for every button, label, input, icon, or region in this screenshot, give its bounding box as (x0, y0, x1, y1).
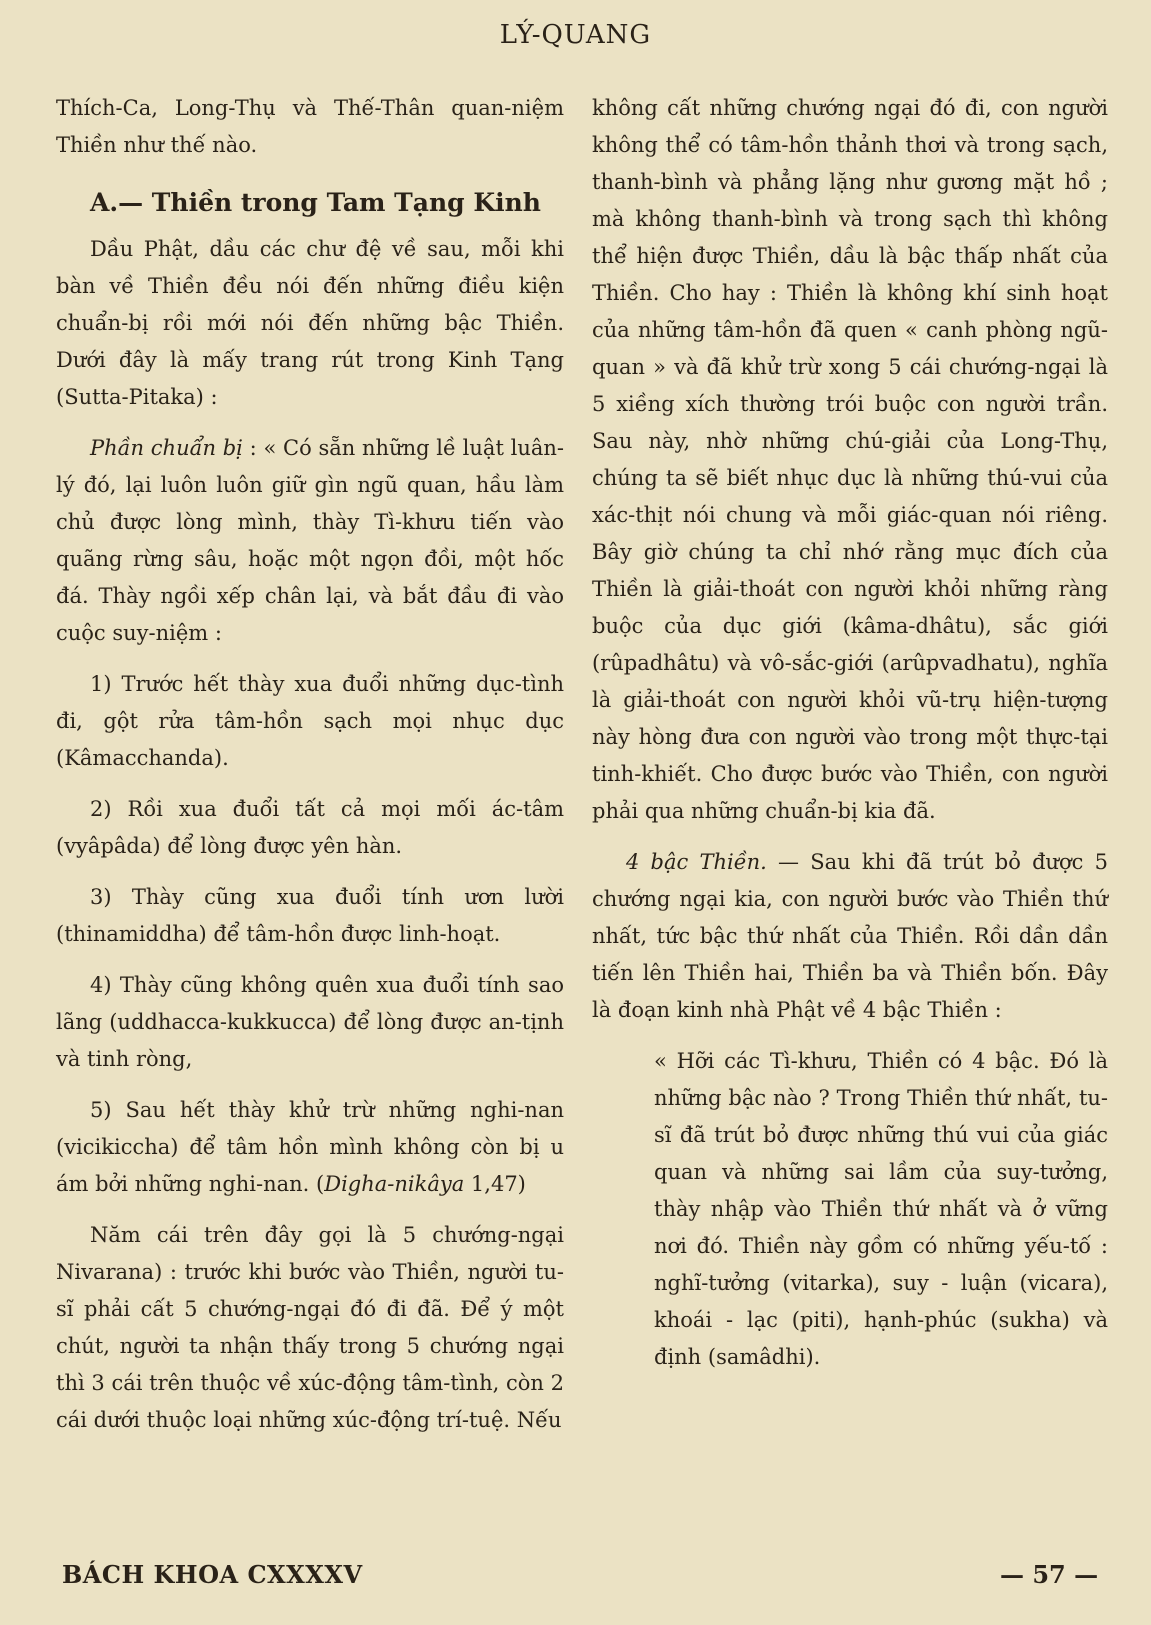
item5-text: 5) Sau hết thày khử trừ những nghi-nan (vicikiccha) để tâm hồn mình không còn bị u ám bởi những nghi-nan. ( (56, 1098, 564, 1196)
list-item: 4) Thày cũng không quên xua đuổi tính sao lãng (uddhacca-kukkucca) để lòng được an-tịnh và tinh ròng, (56, 973, 564, 1071)
page-number: — 57 — (1000, 1560, 1099, 1589)
prep-label: Phần chuẩn bị (90, 436, 243, 460)
paragraph: Năm cái trên đây gọi là 5 chướng-ngại Nivarana) : trước khi bước vào Thiền, người tu-sĩ phải cất 5 chướng-ngại đó đi đã. Để ý một chút, người ta nhận thấy trong 5 chướng ngại thì 3 cái trên thuộc về xúc-động tâm-tình, còn 2 cái dưới thuộc loại những xúc-động trí-tuệ. Nếu (56, 1223, 564, 1432)
list-item (56, 1092, 564, 1203)
prep-paragraph (56, 430, 564, 652)
paragraph (592, 844, 1108, 1029)
scripture-quote: « Hỡi các Tì-khưu, Thiền có 4 bậc. Đó là những bậc nào ? Trong Thiền thứ nhất, tu-sĩ đã trút bỏ được những thú vui của giác quan và những sai lầm của suy-tưởng, thày nhập vào Thiền thứ nhất và ở vững nơi đó. Thiền này gồm có những yếu-tố : nghĩ-tưởng (vitarka), suy - luận (vicara), khoái - lạc (piti), hạnh-phúc (sukha) và định (samâdhi). (654, 1049, 1108, 1369)
list-item: 2) Rồi xua đuổi tất cả mọi mối ác-tâm (vyâpâda) để lòng được yên hàn. (56, 797, 564, 858)
intro-text: Thích-Ca, Long-Thụ và Thế-Thân quan-niệm Thiền như thế nào. (56, 96, 564, 157)
paragraph-text: — Sau khi đã trút bỏ được 5 chướng ngại kia, con người bước vào Thiền thứ nhất, tức bậc thứ nhất của Thiền. Rồi dần dần tiến lên Thiền hai, Thiền ba và Thiền bốn. Đây là đoạn kinh nhà Phật về 4 bậc Thiền : (592, 850, 1108, 1022)
left-column (56, 90, 564, 1453)
right-column (592, 90, 1108, 1390)
section-label: 4 bậc Thiền. (626, 850, 767, 874)
section-heading: A.— Thiền trong Tam Tạng Kinh (90, 188, 541, 217)
source-citation: Digha-nikâya (324, 1172, 465, 1196)
paragraph: Dầu Phật, dầu các chư đệ về sau, mỗi khi bàn về Thiền đều nói đến những điều kiện chuẩn-bị rồi mới nói đến những bậc Thiền. Dưới đây là mấy trang rút trong Kinh Tạng (Sutta-Pitaka) : (56, 237, 564, 409)
publication-name: BÁCH KHOA CXXXXV (62, 1560, 363, 1589)
item5-end: 1,47) (464, 1172, 526, 1196)
list-item: 3) Thày cũng xua đuổi tính ươn lười (thinamiddha) để tâm-hồn được linh-hoạt. (56, 885, 564, 946)
running-header: LÝ-QUANG (499, 20, 652, 50)
paragraph: không cất những chướng ngại đó đi, con người không thể có tâm-hồn thảnh thơi và trong sạch, thanh-bình và phẳng lặng như gương mặt hồ ; mà không thanh-bình và trong sạch thì không thể hiện được Thiền, dầu là bậc thấp nhất của Thiền. Cho hay : Thiền là không khí sinh hoạt của những tâm-hồn đã quen « canh phòng ngũ-quan » và đã khử trừ xong 5 cái chướng-ngại là 5 xiềng xích thường trói buộc con người trần. Sau này, nhờ những chú-giải của Long-Thụ, chúng ta sẽ biết nhục dục là những thú-vui của xác-thịt nói chung và mỗi giác-quan nói riêng. Bây giờ chúng ta chỉ nhớ rằng mục đích của Thiền là giải-thoát con người khỏi những ràng buộc của dục giới (kâma-dhâtu), sắc giới (rûpadhâtu) và vô-sắc-giới (arûpvadhatu), nghĩa là giải-thoát con người khỏi vũ-trụ hiện-tượng này hòng đưa con người vào trong một thực-tại tinh-khiết. Cho được bước vào Thiền, con người phải qua những chuẩn-bị kia đã. (592, 96, 1108, 823)
prep-text: : « Có sẵn những lề luật luân-lý đó, lại luôn luôn giữ gìn ngũ quan, hầu làm chủ được lòng mình, thày Tì-khưu tiến vào quãng rừng sâu, hoặc một ngọn đồi, một hốc đá. Thày ngồi xếp chân lại, và bắt đầu đi vào cuộc suy-niệm : (56, 436, 564, 645)
list-item: 1) Trước hết thày xua đuổi những dục-tình đi, gột rửa tâm-hồn sạch mọi nhục dục (Kâmacchanda). (56, 672, 564, 770)
